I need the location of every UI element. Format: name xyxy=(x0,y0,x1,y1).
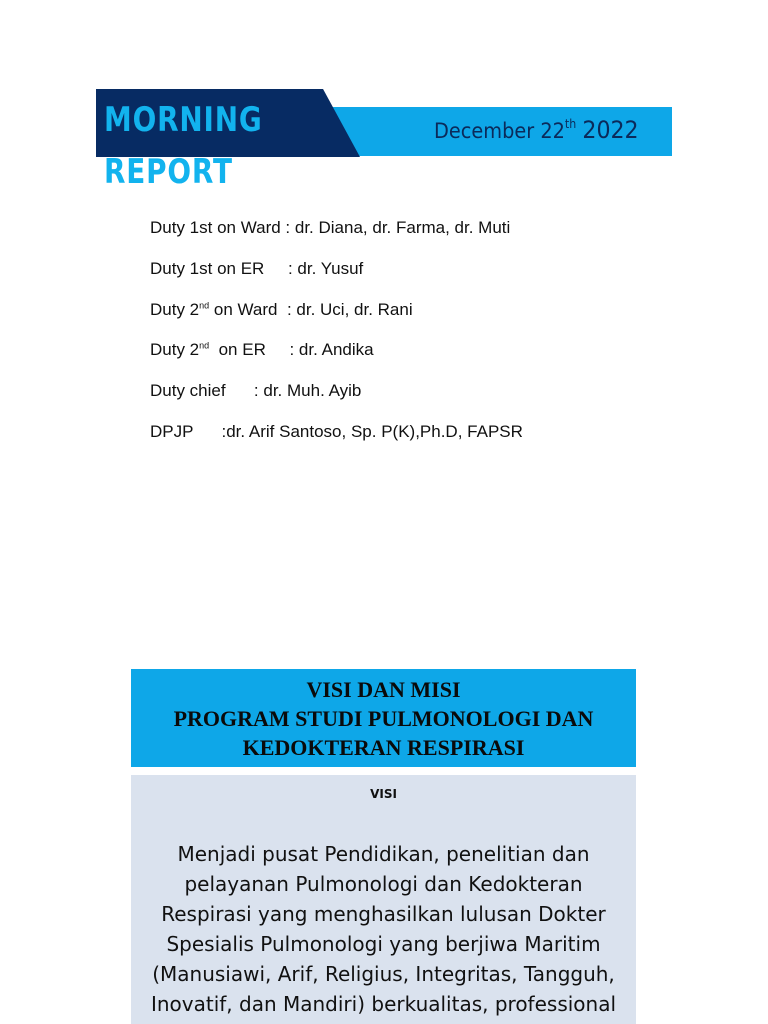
visi-label: VISI xyxy=(370,787,397,801)
visi-misi-heading-line3: KEDOKTERAN RESPIRASI xyxy=(242,735,525,760)
duty-value: : dr. Yusuf xyxy=(264,259,364,278)
duty-value: : dr. Andika xyxy=(265,340,374,359)
report-title-line2: REPORT xyxy=(104,152,233,192)
duty-role: Duty 2 xyxy=(150,340,200,359)
date-year: 2022 xyxy=(582,116,639,144)
duty-row-3 xyxy=(150,300,413,320)
duty-value: : dr. Muh. Ayib xyxy=(225,381,362,400)
visi-panel xyxy=(131,775,636,1024)
duty-row-1 xyxy=(150,218,510,238)
date-month-day: December 22 xyxy=(434,119,565,143)
duty-role: Duty 2 xyxy=(150,300,200,319)
visi-misi-heading-line1: VISI DAN MISI xyxy=(306,677,461,702)
duty-role: DPJP xyxy=(150,422,194,441)
duty-ordinal: nd xyxy=(199,300,210,311)
duty-value: : dr. Uci, dr. Rani xyxy=(277,300,413,319)
duty-role-rest: on Ward xyxy=(209,300,278,319)
duty-role: Duty 1st on Ward xyxy=(150,218,281,237)
visi-misi-heading-line2: PROGRAM STUDI PULMONOLOGI DAN xyxy=(173,706,594,731)
duty-role-rest: on ER xyxy=(209,340,266,359)
duty-row-4 xyxy=(150,340,374,360)
duty-row-2 xyxy=(150,259,363,279)
date-suffix: th xyxy=(564,117,577,131)
duty-role: Duty chief xyxy=(150,381,226,400)
report-date xyxy=(434,116,639,144)
duty-row-6 xyxy=(150,422,523,442)
visi-text: Menjadi pusat Pendidikan, penelitian dan pelayanan Pulmonologi dan Kedokteran Respirasi yang menghasilkan lulusan Dokter Spesialis Pulmonologi yang berjiwa Maritim (Manusiawi, Arif, Religius, Integritas, Tangguh, Inovatif, dan Mandiri) berkualitas, professional xyxy=(150,842,617,1016)
duty-value: : dr. Diana, dr. Farma, dr. Muti xyxy=(280,218,511,237)
duty-ordinal: nd xyxy=(199,340,210,351)
duty-role: Duty 1st on ER xyxy=(150,259,265,278)
duty-row-5 xyxy=(150,381,361,401)
duty-value: :dr. Arif Santoso, Sp. P(K),Ph.D, FAPSR xyxy=(193,422,523,441)
report-title-line1: MORNING xyxy=(104,100,263,140)
visi-misi-heading xyxy=(131,669,636,767)
